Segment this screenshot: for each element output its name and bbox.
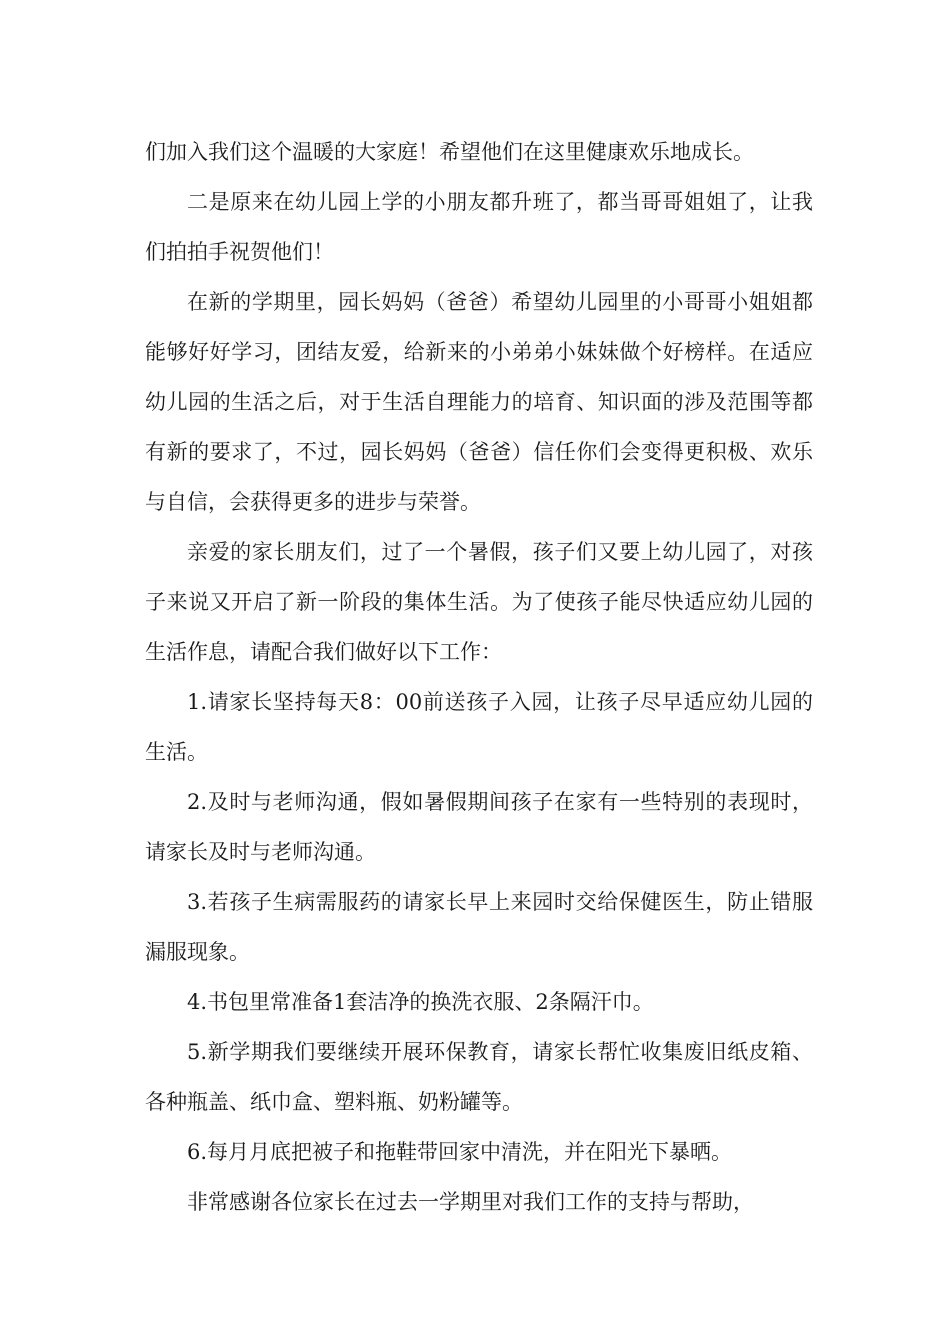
paragraph-item-2: 2.及时与老师沟通，假如暑假期间孩子在家有一些特别的表现时，请家长及时与老师沟通。 xyxy=(145,790,813,864)
paragraph-promotion: 二是原来在幼儿园上学的小朋友都升班了，都当哥哥姐姐了，让我们拍拍手祝贺他们！ xyxy=(145,190,813,264)
paragraph-item-1: 1.请家长坚持每天8：00前送孩子入园，让孩子尽早适应幼儿园的生活。 xyxy=(145,690,813,764)
paragraph-item-3: 3.若孩子生病需服药的请家长早上来园时交给保健医生，防止错服漏服现象。 xyxy=(145,890,813,964)
paragraph-item-4: 4.书包里常准备1套洁净的换洗衣服、2条隔汗巾。 xyxy=(187,990,654,1014)
document-body xyxy=(145,127,813,1227)
paragraph-thanks: 非常感谢各位家长在过去一学期里对我们工作的支持与帮助， xyxy=(187,1190,754,1214)
paragraph-continuation: 们加入我们这个温暖的大家庭！希望他们在这里健康欢乐地成长。 xyxy=(145,140,754,164)
paragraph-item-6: 6.每月月底把被子和拖鞋带回家中清洗，并在阳光下暴晒。 xyxy=(187,1140,733,1164)
paragraph-item-5: 5.新学期我们要继续开展环保教育，请家长帮忙收集废旧纸皮箱、各种瓶盖、纸巾盒、塑料瓶、奶粉罐等。 xyxy=(145,1040,813,1114)
paragraph-parents-intro: 亲爱的家长朋友们，过了一个暑假，孩子们又要上幼儿园了，对孩子来说又开启了新一阶段的集体生活。为了使孩子能尽快适应幼儿园的生活作息，请配合我们做好以下工作： xyxy=(145,540,813,664)
paragraph-principal-wishes: 在新的学期里，园长妈妈（爸爸）希望幼儿园里的小哥哥小姐姐都能够好好学习，团结友爱，给新来的小弟弟小妹妹做个好榜样。在适应幼儿园的生活之后，对于生活自理能力的培育、知识面的涉及范围等都有新的要求了，不过，园长妈妈（爸爸）信任你们会变得更积极、欢乐与自信，会获得更多的进步与荣誉。 xyxy=(145,290,813,514)
